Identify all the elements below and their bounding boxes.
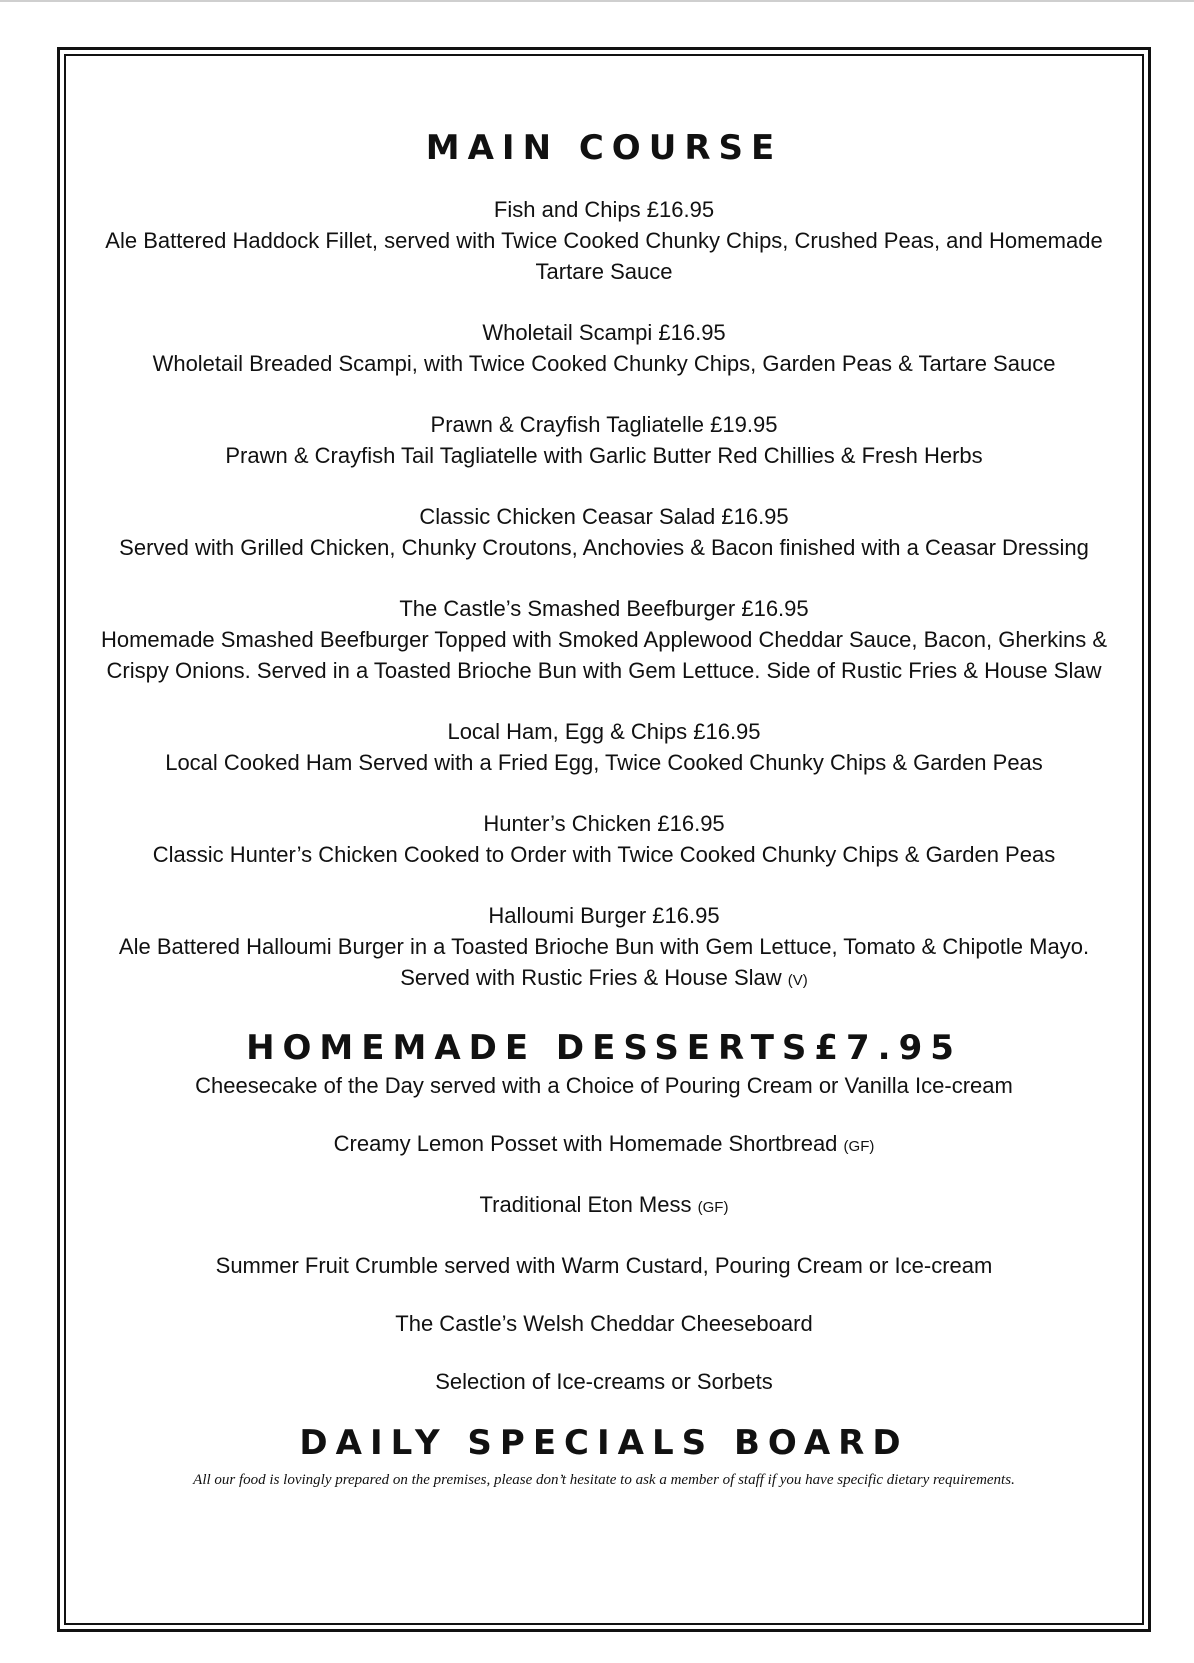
dessert-item: Traditional Eton Mess (GF)	[479, 1192, 729, 1217]
menu-item-title: The Castle’s Smashed Beefburger £16.95	[399, 596, 809, 621]
menu-item-title: Prawn & Crayfish Tagliatelle £19.95	[430, 412, 778, 437]
dessert-item: Creamy Lemon Posset with Homemade Shortbread (GF)	[333, 1131, 875, 1156]
menu-item-description: Local Cooked Ham Served with a Fried Egg, Twice Cooked Chunky Chips & Garden Peas	[165, 750, 1043, 775]
menu-item-description: Homemade Smashed Beefburger Topped with Smoked Applewood Cheddar Sauce, Bacon, Gherkins & Crispy Onions. Served in a Toasted Brioche Bun with Gem Lettuce. Side of Rustic Fries & House Slaw	[100, 627, 1108, 683]
desserts-heading: HOMEMADE DESSERTS£7.95	[246, 1028, 962, 1068]
menu-item	[70, 593, 1138, 686]
menu-item	[70, 716, 1138, 778]
menu-content	[70, 54, 1138, 1506]
menu-item	[70, 808, 1138, 870]
dessert-item: The Castle’s Welsh Cheddar Cheeseboard	[395, 1311, 813, 1336]
dietary-tag: (V)	[787, 972, 808, 989]
menu-item-description: Prawn & Crayfish Tail Tagliatelle with Garlic Butter Red Chillies & Fresh Herbs	[225, 443, 983, 468]
menu-item-title: Wholetail Scampi £16.95	[482, 320, 726, 345]
menu-item-description: Ale Battered Halloumi Burger in a Toasted Brioche Bun with Gem Lettuce, Tomato & Chipotle Mayo. Served with Rustic Fries & House Slaw (V)	[118, 934, 1090, 990]
menu-item-description: Classic Hunter’s Chicken Cooked to Order with Twice Cooked Chunky Chips & Garden Peas	[152, 842, 1056, 867]
menu-item-description: Served with Grilled Chicken, Chunky Croutons, Anchovies & Bacon finished with a Ceasar Dressing	[119, 535, 1089, 560]
main-course-list	[70, 194, 1138, 996]
desserts-list	[70, 1070, 1138, 1397]
dietary-tag: (GF)	[843, 1138, 875, 1155]
menu-item-description: Ale Battered Haddock Fillet, served with Twice Cooked Chunky Chips, Crushed Peas, and Homemade Tartare Sauce	[105, 228, 1103, 284]
dietary-footnote: All our food is lovingly prepared on the premises, please don’t hesitate to ask a member of staff if you have specific dietary requirements.	[193, 1472, 1015, 1488]
menu-item-title: Local Ham, Egg & Chips £16.95	[447, 719, 761, 744]
menu-item-title: Classic Chicken Ceasar Salad £16.95	[419, 504, 789, 529]
top-rule	[0, 0, 1194, 2]
dessert-item: Cheesecake of the Day served with a Choice of Pouring Cream or Vanilla Ice-cream	[195, 1073, 1013, 1098]
dessert-item: Selection of Ice-creams or Sorbets	[435, 1369, 773, 1394]
dessert-item: Summer Fruit Crumble served with Warm Custard, Pouring Cream or Ice-cream	[215, 1253, 993, 1278]
menu-item-title: Hunter’s Chicken £16.95	[483, 811, 725, 836]
menu-item	[70, 317, 1138, 379]
daily-specials-heading: DAILY SPECIALS BOARD	[299, 1423, 909, 1463]
dietary-tag: (GF)	[697, 1199, 729, 1216]
menu-item	[70, 900, 1138, 996]
menu-item	[70, 501, 1138, 563]
menu-item	[70, 194, 1138, 287]
menu-item	[70, 409, 1138, 471]
menu-item-title: Halloumi Burger £16.95	[488, 903, 720, 928]
menu-item-title: Fish and Chips £16.95	[493, 197, 715, 222]
menu-item-description: Wholetail Breaded Scampi, with Twice Cooked Chunky Chips, Garden Peas & Tartare Sauce	[152, 351, 1056, 376]
main-course-heading: MAIN COURSE	[425, 128, 783, 168]
